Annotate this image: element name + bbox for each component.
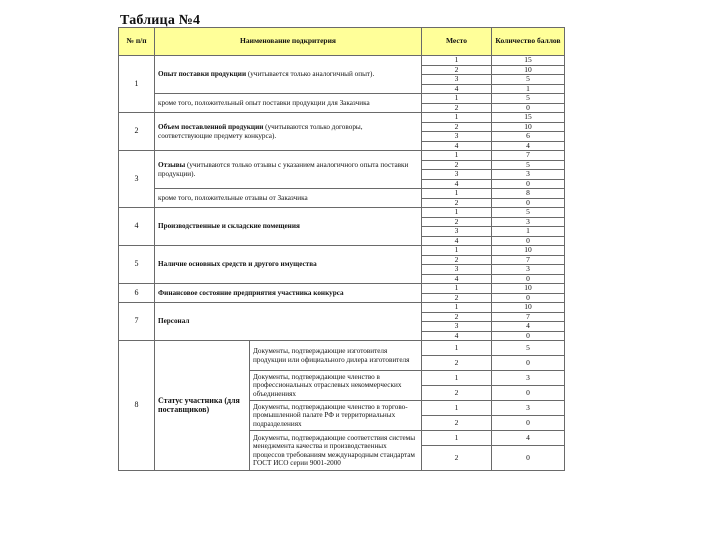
points-cell: 5	[492, 341, 565, 356]
points-cell: 6	[492, 132, 565, 142]
criterion-bold-text: Производственные и складские помещения	[158, 222, 300, 231]
criterion-bold-text: Объем поставленной продукции	[158, 123, 264, 132]
place-cell: 3	[422, 75, 492, 85]
place-cell: 2	[422, 255, 492, 265]
status-label: Статус участника (для поставщиков)	[155, 341, 250, 471]
place-cell: 2	[422, 293, 492, 303]
points-cell: 10	[492, 246, 565, 256]
points-cell: 5	[492, 94, 565, 104]
table-header-row	[119, 28, 565, 56]
criterion-number: 1	[119, 56, 155, 113]
table-body	[119, 56, 565, 471]
points-cell: 0	[492, 236, 565, 246]
place-cell: 4	[422, 141, 492, 151]
place-cell: 4	[422, 84, 492, 94]
criterion-name	[155, 303, 422, 341]
status-document: Документы, подтверждающие соответствия системы менеджмента качества и производственных процессов требованиям международным стандартам ГОСТ ИСО серии 9001-2000	[250, 431, 422, 471]
points-cell: 7	[492, 312, 565, 322]
place-cell: 1	[422, 94, 492, 104]
place-cell: 2	[422, 312, 492, 322]
table-row	[119, 56, 565, 66]
points-cell: 3	[492, 217, 565, 227]
place-cell: 4	[422, 274, 492, 284]
place-cell: 1	[422, 56, 492, 66]
points-cell: 1	[492, 84, 565, 94]
points-cell: 0	[492, 416, 565, 431]
points-cell: 3	[492, 265, 565, 275]
place-cell: 2	[422, 217, 492, 227]
points-cell: 15	[492, 56, 565, 66]
place-cell: 1	[422, 341, 492, 356]
header-place: Место	[422, 28, 492, 56]
points-cell: 3	[492, 401, 565, 416]
points-cell: 10	[492, 284, 565, 294]
criterion-number: 2	[119, 113, 155, 151]
place-cell: 3	[422, 170, 492, 180]
place-cell: 4	[422, 236, 492, 246]
points-cell: 4	[492, 141, 565, 151]
place-cell: 2	[422, 103, 492, 113]
criterion-name	[155, 151, 422, 189]
points-cell: 5	[492, 208, 565, 218]
points-cell: 0	[492, 179, 565, 189]
status-document: Документы, подтверждающие членство в торгово-промышленной палате РФ и территориальных подразделениях	[250, 401, 422, 431]
place-cell: 4	[422, 179, 492, 189]
place-cell: 2	[422, 198, 492, 208]
table-row	[119, 113, 565, 123]
table-row	[119, 303, 565, 313]
place-cell: 1	[422, 431, 492, 446]
criterion-name	[155, 208, 422, 246]
points-cell: 10	[492, 122, 565, 132]
points-cell: 10	[492, 65, 565, 75]
points-cell: 0	[492, 446, 565, 471]
criterion-number: 3	[119, 151, 155, 208]
criterion-number: 4	[119, 208, 155, 246]
status-document: Документы, подтверждающие членство в профессиональных отраслевых некоммерческих объединениях	[250, 371, 422, 401]
place-cell: 3	[422, 132, 492, 142]
points-cell: 10	[492, 303, 565, 313]
place-cell: 3	[422, 322, 492, 332]
criterion-bold-text: Опыт поставки продукции	[158, 70, 247, 79]
points-cell: 4	[492, 431, 565, 446]
place-cell: 2	[422, 446, 492, 471]
place-cell: 2	[422, 65, 492, 75]
points-cell: 3	[492, 170, 565, 180]
place-cell: 2	[422, 356, 492, 371]
criteria-table	[118, 27, 565, 471]
place-cell: 1	[422, 284, 492, 294]
place-cell: 1	[422, 113, 492, 123]
criterion-name	[155, 284, 422, 303]
points-cell: 0	[492, 293, 565, 303]
criterion-number: 5	[119, 246, 155, 284]
criterion-name	[155, 94, 422, 113]
criterion-number: 6	[119, 284, 155, 303]
place-cell: 1	[422, 189, 492, 199]
points-cell: 5	[492, 75, 565, 85]
criterion-bold-text: Финансовое состояние предприятия участника конкурса	[158, 288, 344, 297]
status-document: Документы, подтверждающие изготовителя продукции или официального дилера изготовителя	[250, 341, 422, 371]
place-cell: 1	[422, 246, 492, 256]
criterion-note-text: кроме того, положительные отзывы от Заказчика	[158, 193, 308, 202]
criterion-bold-text: Отзывы	[158, 161, 186, 170]
table-title: Таблица №4	[120, 13, 201, 28]
header-num: № п/п	[119, 28, 155, 56]
points-cell: 8	[492, 189, 565, 199]
points-cell: 0	[492, 274, 565, 284]
place-cell: 4	[422, 331, 492, 341]
place-cell: 3	[422, 265, 492, 275]
place-cell: 2	[422, 416, 492, 431]
criterion-bold-text: Наличие основных средств и другого имущества	[158, 260, 317, 269]
points-cell: 7	[492, 255, 565, 265]
criterion-name	[155, 246, 422, 284]
table-row	[119, 341, 565, 356]
place-cell: 2	[422, 122, 492, 132]
place-cell: 1	[422, 371, 492, 386]
place-cell: 3	[422, 227, 492, 237]
table-row	[119, 284, 565, 294]
points-cell: 7	[492, 151, 565, 161]
points-cell: 1	[492, 227, 565, 237]
place-cell: 2	[422, 160, 492, 170]
points-cell: 0	[492, 331, 565, 341]
criterion-name	[155, 189, 422, 208]
points-cell: 4	[492, 322, 565, 332]
criterion-name	[155, 113, 422, 151]
criterion-note-text: (учитываются только отзывы с указанием аналогичного опыта поставки продукции).	[158, 161, 409, 178]
criterion-name	[155, 56, 422, 94]
place-cell: 1	[422, 151, 492, 161]
table-row	[119, 189, 565, 199]
points-cell: 0	[492, 356, 565, 371]
table-row	[119, 208, 565, 218]
criterion-bold-text: Персонал	[158, 317, 190, 326]
points-cell: 0	[492, 198, 565, 208]
header-name: Наименование подкритерия	[155, 28, 422, 56]
place-cell: 2	[422, 386, 492, 401]
criterion-number: 7	[119, 303, 155, 341]
place-cell: 1	[422, 401, 492, 416]
points-cell: 0	[492, 386, 565, 401]
points-cell: 0	[492, 103, 565, 113]
table-row	[119, 246, 565, 256]
table-row	[119, 94, 565, 104]
header-points: Количество баллов	[492, 28, 565, 56]
place-cell: 1	[422, 208, 492, 218]
points-cell: 3	[492, 371, 565, 386]
criterion-note-text: (учитывается только аналогичный опыт).	[246, 70, 375, 79]
criterion-note-text: (учитываются только договоры, соответствующие предмету конкурса).	[158, 123, 363, 140]
points-cell: 5	[492, 160, 565, 170]
place-cell: 1	[422, 303, 492, 313]
criterion-note-text: кроме того, положительный опыт поставки продукции для Заказчика	[158, 98, 370, 107]
table-row	[119, 151, 565, 161]
criterion-number: 8	[119, 341, 155, 471]
points-cell: 15	[492, 113, 565, 123]
